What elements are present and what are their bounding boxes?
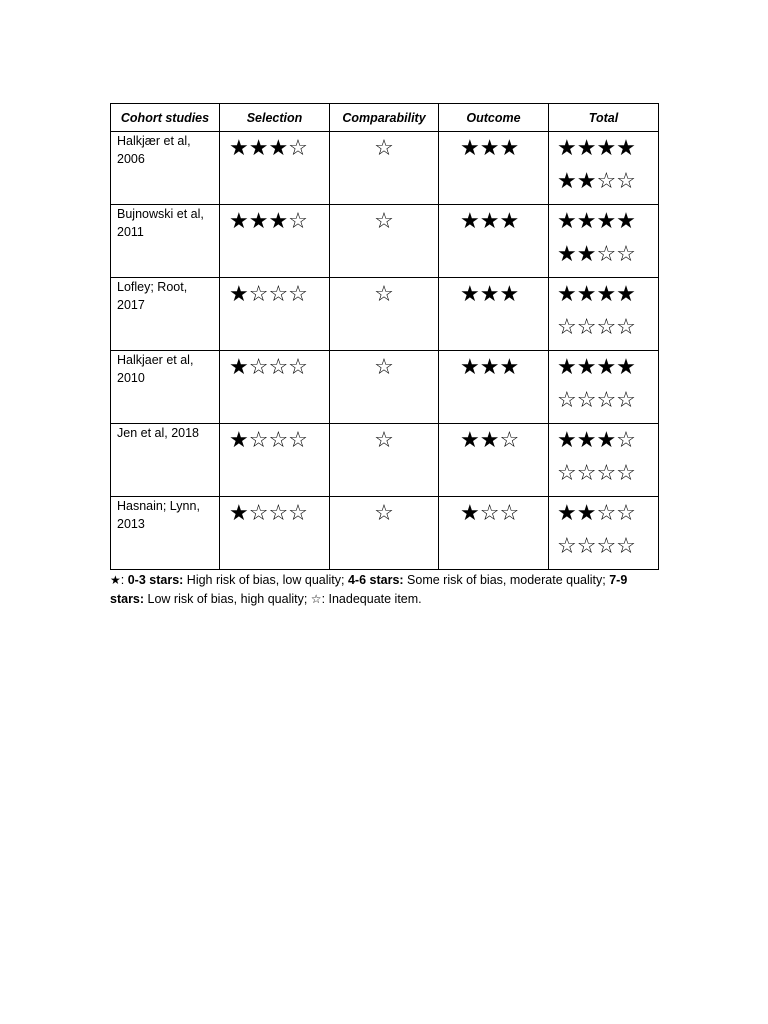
outcome-rating: ★★★ bbox=[439, 351, 549, 424]
header-selection: Selection bbox=[220, 104, 330, 132]
outcome-rating: ★★★ bbox=[439, 205, 549, 278]
comparability-rating: ☆ bbox=[330, 205, 439, 278]
study-name bbox=[111, 205, 220, 278]
filled-star-icon: ★ bbox=[110, 573, 121, 587]
selection-rating: ★☆☆☆ bbox=[220, 351, 330, 424]
table-row bbox=[111, 278, 659, 351]
outcome-rating: ★☆☆ bbox=[439, 497, 549, 570]
comparability-rating: ☆ bbox=[330, 497, 439, 570]
outcome-rating: ★★☆ bbox=[439, 424, 549, 497]
study-name bbox=[111, 351, 220, 424]
study-name-text: Jen et al, 2018 bbox=[117, 426, 200, 440]
total-rating-line-2: ★★☆☆ bbox=[557, 242, 636, 267]
header-row bbox=[111, 104, 659, 132]
study-name-text: Hasnain; Lynn, 2013 bbox=[117, 499, 200, 531]
empty-star-icon: ☆ bbox=[310, 592, 322, 606]
header-cohort-studies: Cohort studies bbox=[111, 104, 220, 132]
total-rating bbox=[549, 278, 659, 351]
selection-rating: ★★★☆ bbox=[220, 205, 330, 278]
total-rating bbox=[549, 497, 659, 570]
study-name-text: Lofley; Root, 2017 bbox=[117, 280, 188, 312]
table-body bbox=[111, 132, 659, 570]
header-outcome: Outcome bbox=[439, 104, 549, 132]
total-rating-line-1: ★★★★ bbox=[557, 355, 636, 380]
total-rating-line-2: ☆☆☆☆ bbox=[557, 461, 636, 486]
comparability-rating: ☆ bbox=[330, 424, 439, 497]
total-rating bbox=[549, 351, 659, 424]
selection-rating: ★☆☆☆ bbox=[220, 278, 330, 351]
table-row bbox=[111, 424, 659, 497]
footnote-range-high: 7-9 stars: bbox=[110, 573, 628, 606]
table-row bbox=[111, 497, 659, 570]
study-name bbox=[111, 424, 220, 497]
total-rating bbox=[549, 424, 659, 497]
footnote-text-inadequate: : Inadequate item. bbox=[321, 592, 422, 606]
header-comparability: Comparability bbox=[330, 104, 439, 132]
footnote-separator: : bbox=[120, 573, 128, 587]
total-rating-line-1: ★★★★ bbox=[557, 282, 636, 307]
study-name bbox=[111, 132, 220, 205]
table-row bbox=[111, 132, 659, 205]
total-rating-line-2: ☆☆☆☆ bbox=[557, 388, 636, 413]
total-rating bbox=[549, 132, 659, 205]
selection-rating: ★☆☆☆ bbox=[220, 424, 330, 497]
comparability-rating: ☆ bbox=[330, 132, 439, 205]
total-rating-line-2: ☆☆☆☆ bbox=[557, 534, 636, 559]
total-rating-line-1: ★★★★ bbox=[557, 209, 636, 234]
selection-rating: ★★★☆ bbox=[220, 132, 330, 205]
study-name bbox=[111, 497, 220, 570]
table-row bbox=[111, 351, 659, 424]
outcome-rating: ★★★ bbox=[439, 278, 549, 351]
outcome-rating: ★★★ bbox=[439, 132, 549, 205]
table-footnote bbox=[110, 571, 658, 609]
table-row bbox=[111, 205, 659, 278]
total-rating-line-2: ☆☆☆☆ bbox=[557, 315, 636, 340]
quality-assessment-table bbox=[110, 103, 659, 570]
study-name-text: Halkjaer et al, 2010 bbox=[117, 353, 194, 385]
footnote-text-mid: Some risk of bias, moderate quality; bbox=[403, 573, 610, 587]
comparability-rating: ☆ bbox=[330, 278, 439, 351]
total-rating-line-1: ★★☆☆ bbox=[557, 501, 636, 526]
footnote-text-low: High risk of bias, low quality; bbox=[183, 573, 348, 587]
total-rating bbox=[549, 205, 659, 278]
footnote-range-mid: 4-6 stars: bbox=[347, 573, 404, 587]
total-rating-line-1: ★★★★ bbox=[557, 136, 636, 161]
study-name-text: Bujnowski et al, 2011 bbox=[117, 207, 204, 239]
total-rating-line-2: ★★☆☆ bbox=[557, 169, 636, 194]
total-rating-line-1: ★★★☆ bbox=[557, 428, 636, 453]
header-total: Total bbox=[549, 104, 659, 132]
table-header bbox=[111, 104, 659, 132]
selection-rating: ★☆☆☆ bbox=[220, 497, 330, 570]
study-name-text: Halkjær et al, 2006 bbox=[117, 134, 191, 166]
comparability-rating: ☆ bbox=[330, 351, 439, 424]
study-name bbox=[111, 278, 220, 351]
footnote-text-high: Low risk of bias, high quality; bbox=[144, 592, 311, 606]
footnote-range-low: 0-3 stars: bbox=[127, 573, 184, 587]
